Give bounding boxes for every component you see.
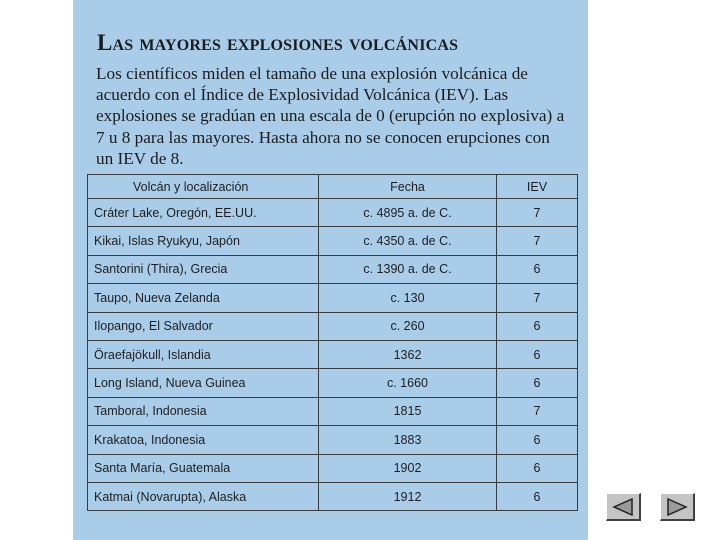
title-rest: as mayores explosiones volcánicas [112, 30, 459, 55]
cell-date: c. 260 [319, 312, 497, 340]
cell-iev: 7 [497, 284, 578, 312]
cell-date: 1815 [319, 397, 497, 425]
cell-iev: 7 [497, 227, 578, 255]
title-initial: L [97, 30, 113, 55]
cell-date: 1883 [319, 426, 497, 454]
table-header-row [88, 175, 578, 199]
cell-volcano: Cráter Lake, Oregón, EE.UU. [88, 199, 319, 227]
cell-volcano: Öraefajökull, Islandia [88, 340, 319, 368]
previous-slide-button[interactable] [606, 493, 641, 521]
cell-iev: 6 [497, 340, 578, 368]
triangle-right-icon [664, 497, 690, 517]
table-row [88, 397, 578, 425]
cell-iev: 7 [497, 199, 578, 227]
cell-date: c. 4895 a. de C. [319, 199, 497, 227]
cell-volcano: Santa María, Guatemala [88, 454, 319, 482]
table-row [88, 454, 578, 482]
cell-volcano: Taupo, Nueva Zelanda [88, 284, 319, 312]
document-scan [73, 0, 588, 540]
cell-volcano: Katmai (Novarupta), Alaska [88, 482, 319, 510]
cell-date: c. 4350 a. de C. [319, 227, 497, 255]
table-row [88, 255, 578, 283]
cell-volcano: Kikai, Islas Ryukyu, Japón [88, 227, 319, 255]
cell-date: c. 1660 [319, 369, 497, 397]
table-row [88, 369, 578, 397]
cell-date: 1902 [319, 454, 497, 482]
cell-date: c. 1390 a. de C. [319, 255, 497, 283]
next-slide-button[interactable] [660, 493, 695, 521]
cell-iev: 6 [497, 454, 578, 482]
cell-volcano: Ilopango, El Salvador [88, 312, 319, 340]
cell-date: c. 130 [319, 284, 497, 312]
table-row [88, 482, 578, 510]
cell-iev: 6 [497, 426, 578, 454]
header-volcano: Volcán y localización [88, 175, 319, 199]
page-title [97, 30, 577, 56]
table-row [88, 426, 578, 454]
table-row [88, 227, 578, 255]
cell-iev: 6 [497, 312, 578, 340]
cell-volcano: Santorini (Thira), Grecia [88, 255, 319, 283]
cell-volcano: Long Island, Nueva Guinea [88, 369, 319, 397]
cell-date: 1362 [319, 340, 497, 368]
table-row [88, 340, 578, 368]
table-row [88, 199, 578, 227]
cell-date: 1912 [319, 482, 497, 510]
cell-volcano: Tamboral, Indonesia [88, 397, 319, 425]
cell-iev: 6 [497, 482, 578, 510]
header-iev: IEV [497, 175, 578, 199]
triangle-left-icon [610, 497, 636, 517]
volcano-table [87, 174, 578, 511]
cell-iev: 6 [497, 369, 578, 397]
cell-iev: 6 [497, 255, 578, 283]
header-date: Fecha [319, 175, 497, 199]
intro-paragraph: Los científicos miden el tamaño de una explosión volcánica de acuerdo con el Índice de Explosividad Volcánica (IEV). Las explosiones se gradúan en una escala de 0 (erupción no explosiva) a 7 u 8 para las mayores. Hasta ahora no se conocen erupciones con un IEV de 8. [96, 64, 565, 168]
table-row [88, 284, 578, 312]
table-row [88, 312, 578, 340]
cell-iev: 7 [497, 397, 578, 425]
cell-volcano: Krakatoa, Indonesia [88, 426, 319, 454]
